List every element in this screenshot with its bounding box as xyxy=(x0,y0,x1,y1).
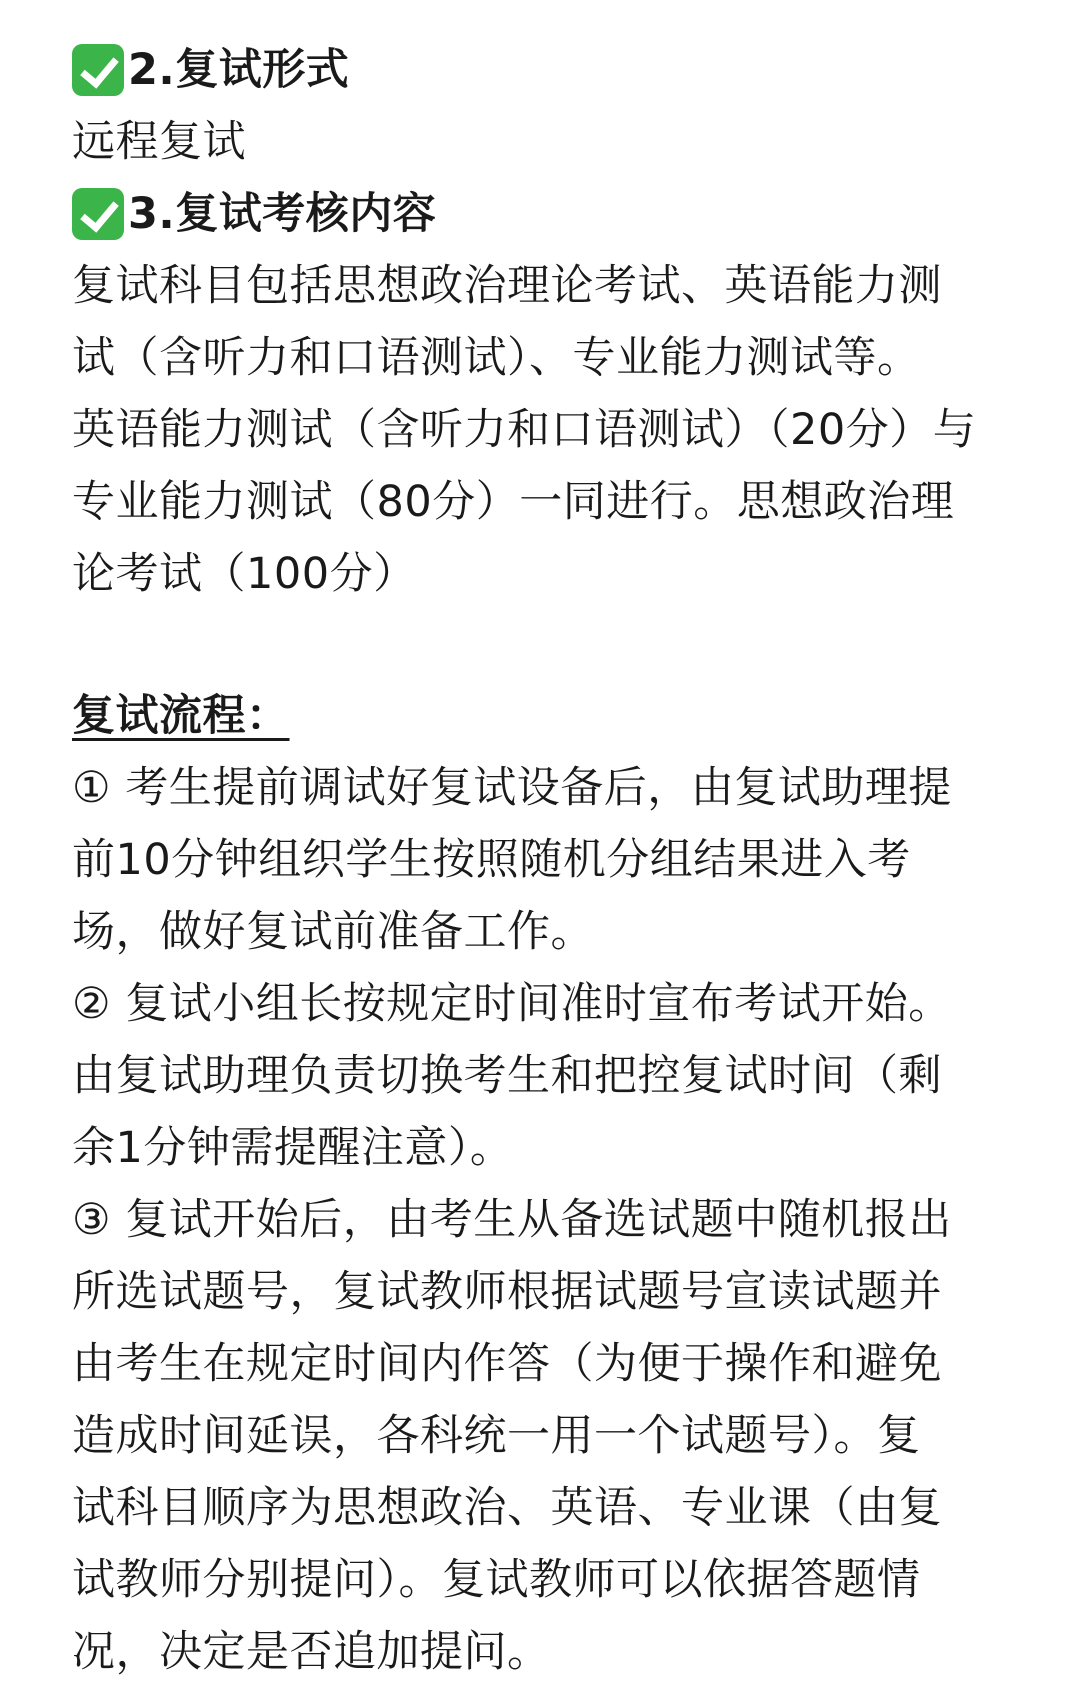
process-title-row xyxy=(72,680,1020,752)
process-line: ① 考生提前调试好复试设备后，由复试助理提 xyxy=(72,763,952,813)
process-line: 场，做好复试前准备工作。 xyxy=(72,907,594,957)
section-heading-form xyxy=(72,34,1020,106)
process-line: ③ 复试开始后，由考生从备选试题中随机报出 xyxy=(72,1195,952,1245)
check-mark-icon xyxy=(72,44,124,96)
content-line: 复试科目包括思想政治理论考试、英语能力测 xyxy=(72,261,942,311)
process-line: 由考生在规定时间内作答（为便于操作和避免 xyxy=(72,1339,942,1389)
process-line: ② 复试小组长按规定时间准时宣布考试开始。 xyxy=(72,979,952,1029)
process-title: 复试流程： xyxy=(72,691,290,741)
check-mark-icon xyxy=(72,188,124,240)
process-line: 造成时间延误，各科统一用一个试题号）。复 xyxy=(72,1411,921,1461)
process-line: 所选试题号，复试教师根据试题号宣读试题并 xyxy=(72,1267,942,1317)
process-line: 由复试助理负责切换考生和把控复试时间（剩 xyxy=(72,1051,942,1101)
content-line: 英语能力测试（含听力和口语测试）（20分）与 xyxy=(72,405,977,455)
heading-text: 2.复试形式 xyxy=(128,45,350,95)
process-line: 试科目顺序为思想政治、英语、专业课（由复 xyxy=(72,1483,942,1533)
process-line: 况，决定是否追加提问。 xyxy=(72,1627,551,1677)
heading-text: 3.复试考核内容 xyxy=(128,189,437,239)
process-line: 前10分钟组织学生按照随机分组结果进入考 xyxy=(72,835,911,885)
form-body: 远程复试 xyxy=(72,117,246,167)
process-line: 试教师分别提问）。复试教师可以依据答题情 xyxy=(72,1555,921,1605)
content-line: 论考试（100分） xyxy=(72,549,417,599)
spacer xyxy=(72,610,1020,680)
process-line: 余1分钟需提醒注意）。 xyxy=(72,1123,514,1173)
content-line: 专业能力测试（80分）一同进行。思想政治理 xyxy=(72,477,955,527)
content-line: 试（含听力和口语测试）、专业能力测试等。 xyxy=(72,333,921,383)
section-heading-content xyxy=(72,178,1020,250)
